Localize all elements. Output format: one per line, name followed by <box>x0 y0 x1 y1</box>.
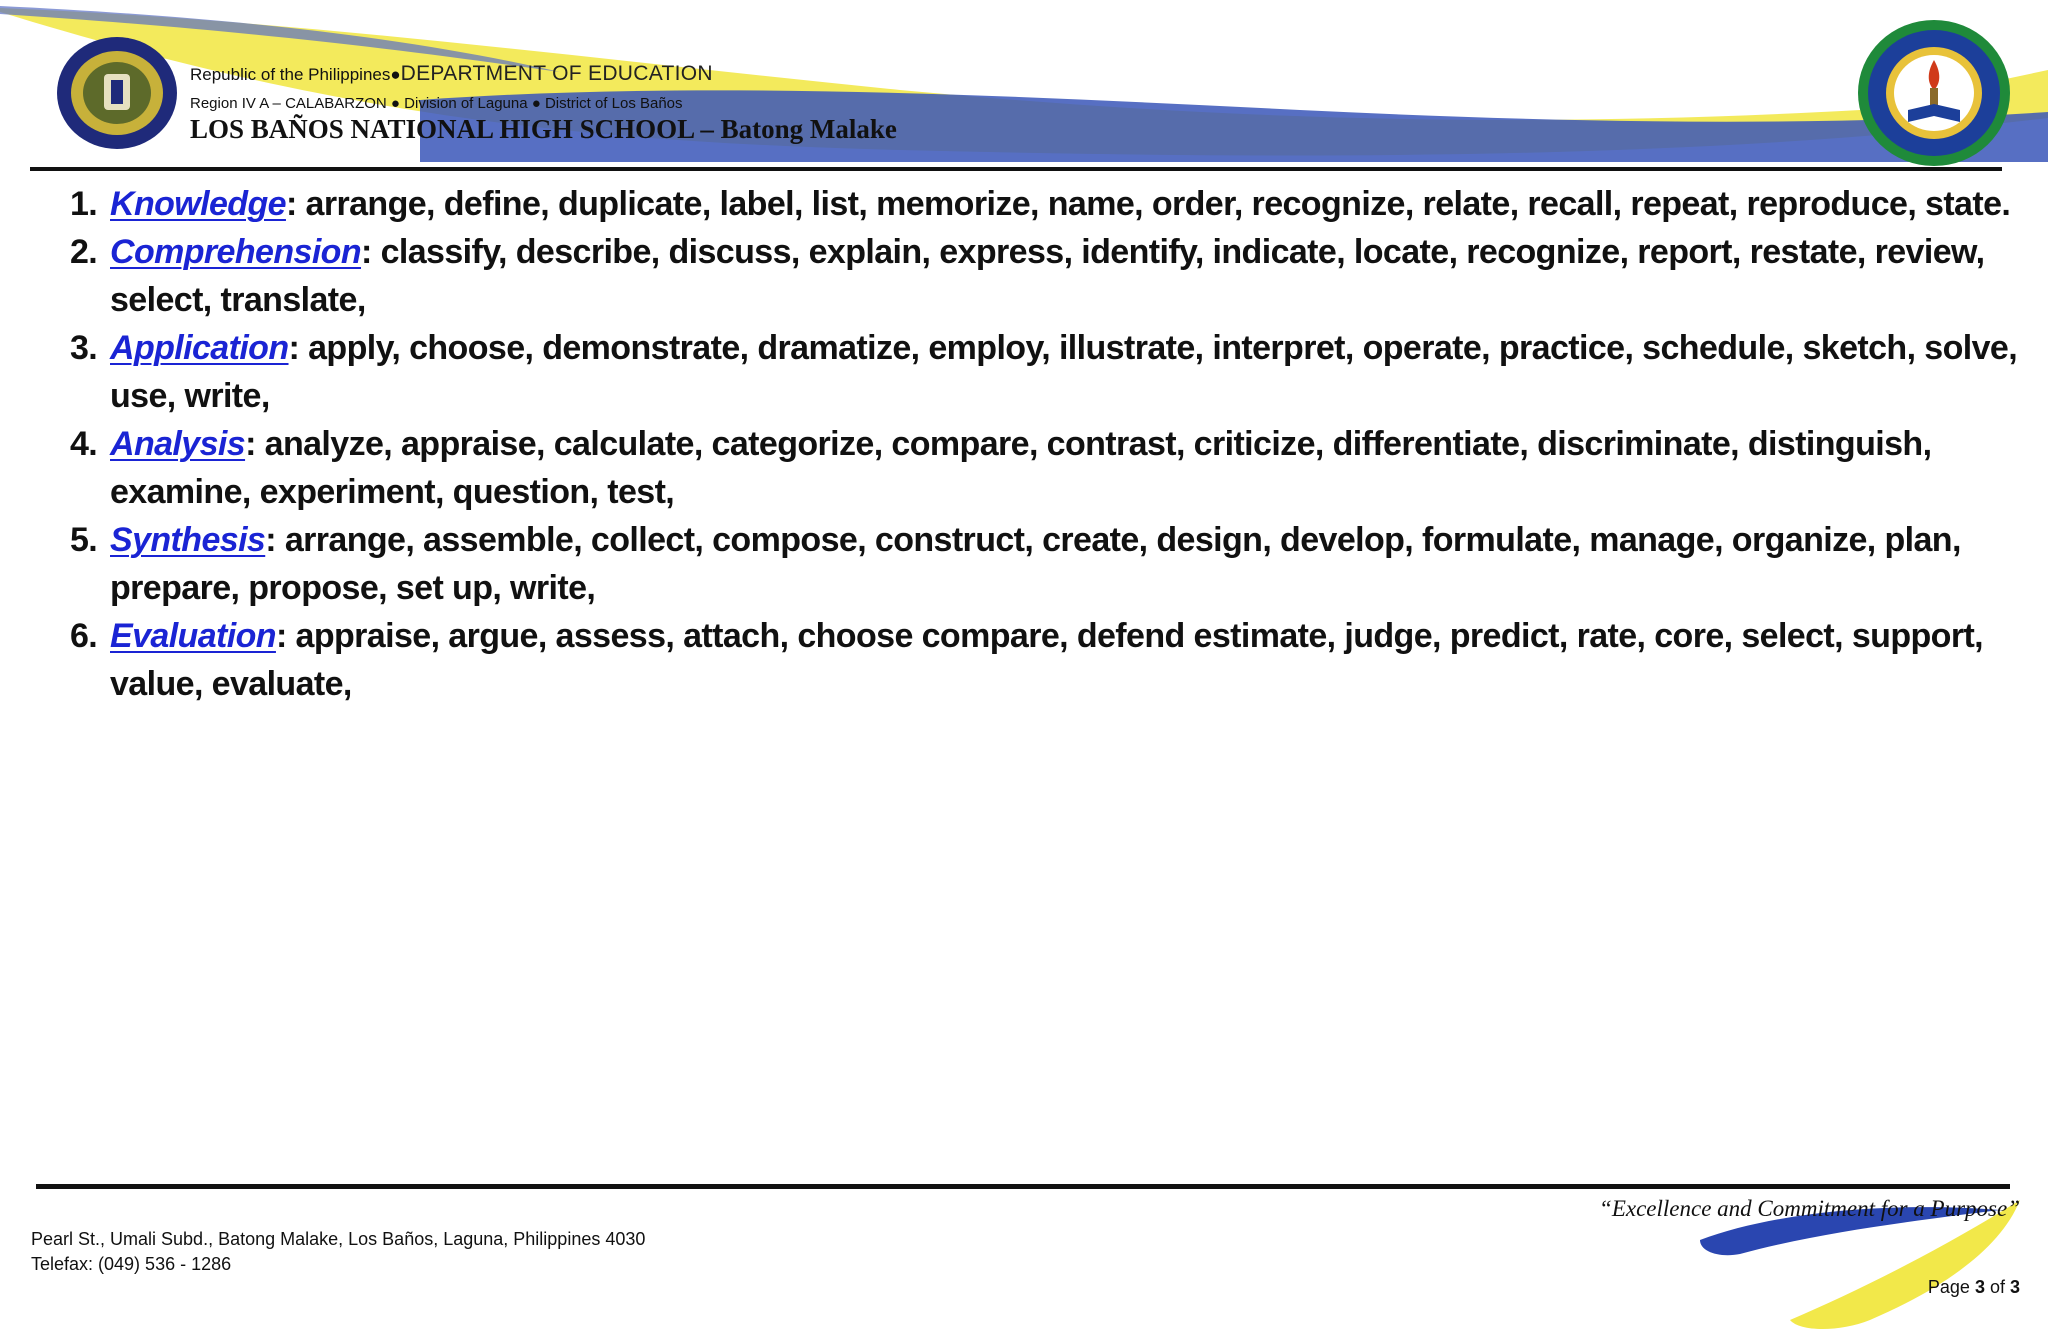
term-separator: : <box>275 617 287 655</box>
item-text: appraise, argue, assess, attach, choose compare, defend estimate, judge, predict, rate, core, select, support, value, evaluate, <box>110 617 1984 703</box>
term-separator: : <box>288 329 300 367</box>
item-text: analyze, appraise, calculate, categorize, compare, contrast, criticize, differentiate, discriminate, distinguish, examine, experiment, question, test, <box>110 425 1932 511</box>
term-separator: : <box>245 425 256 463</box>
lbnhs-seal-icon <box>1856 18 2012 168</box>
page-of: of <box>1984 1277 2010 1297</box>
header-republic-line <box>190 62 713 86</box>
term-link[interactable]: Application <box>110 329 289 367</box>
item-number: 3. <box>70 329 98 367</box>
item-text: arrange, define, duplicate, label, list, memorize, name, order, recognize, relate, recall, repeat, reproduce, state. <box>296 185 2011 223</box>
item-number: 2. <box>70 233 98 271</box>
list-item <box>70 180 2020 228</box>
bullet-separator: ● <box>390 65 401 84</box>
item-text: arrange, assemble, collect, compose, construct, create, design, develop, formulate, manage, organize, plan, prepare, propose, set up, write, <box>110 521 1961 607</box>
page-number <box>1900 1277 2020 1298</box>
page-current: 3 <box>1974 1277 1985 1297</box>
deped-seal-icon <box>54 34 180 152</box>
school-address: Pearl St., Umali Subd., Batong Malake, Los Baños, Laguna, Philippines 4030 <box>31 1229 646 1249</box>
department-label: DEPARTMENT OF EDUCATION <box>400 62 713 85</box>
term-separator: : <box>285 185 297 223</box>
republic-label: Republic of the Philippines <box>190 65 391 84</box>
term-separator: : <box>265 521 276 559</box>
item-text: apply, choose, demonstrate, dramatize, employ, illustrate, interpret, operate, practice, schedule, sketch, solve, use, write, <box>110 329 2018 415</box>
header-region-line: Region IV A – CALABARZON ● Division of Laguna ● District of Los Baños <box>190 95 683 112</box>
list-item <box>70 420 2020 516</box>
term-link[interactable]: Synthesis <box>110 521 266 559</box>
item-text: classify, describe, discuss, explain, express, identify, indicate, locate, recognize, report, restate, review, select, translate, <box>110 233 1985 319</box>
list-item <box>70 612 2020 708</box>
list-item <box>70 228 2020 324</box>
school-telefax: Telefax: (049) 536 - 1286 <box>31 1254 232 1274</box>
school-motto: “Excellence and Commitment for a Purpose” <box>1599 1196 2020 1221</box>
list-item <box>70 516 2020 612</box>
page-label: Page <box>1927 1277 1975 1297</box>
item-number: 6. <box>70 617 98 655</box>
term-link[interactable]: Comprehension <box>110 233 362 271</box>
school-name-title: LOS BAÑOS NATIONAL HIGH SCHOOL – Batong Malake <box>190 114 897 144</box>
taxonomy-list <box>70 180 2020 708</box>
term-separator: : <box>361 233 372 271</box>
item-number: 1. <box>70 185 98 223</box>
term-link[interactable]: Analysis <box>110 425 246 463</box>
term-link[interactable]: Evaluation <box>110 617 276 655</box>
list-item <box>70 324 2020 420</box>
page-total: 3 <box>2009 1277 2020 1297</box>
term-link[interactable]: Knowledge <box>110 185 286 223</box>
item-number: 5. <box>70 521 98 559</box>
header-divider <box>30 167 2002 171</box>
item-number: 4. <box>70 425 98 463</box>
